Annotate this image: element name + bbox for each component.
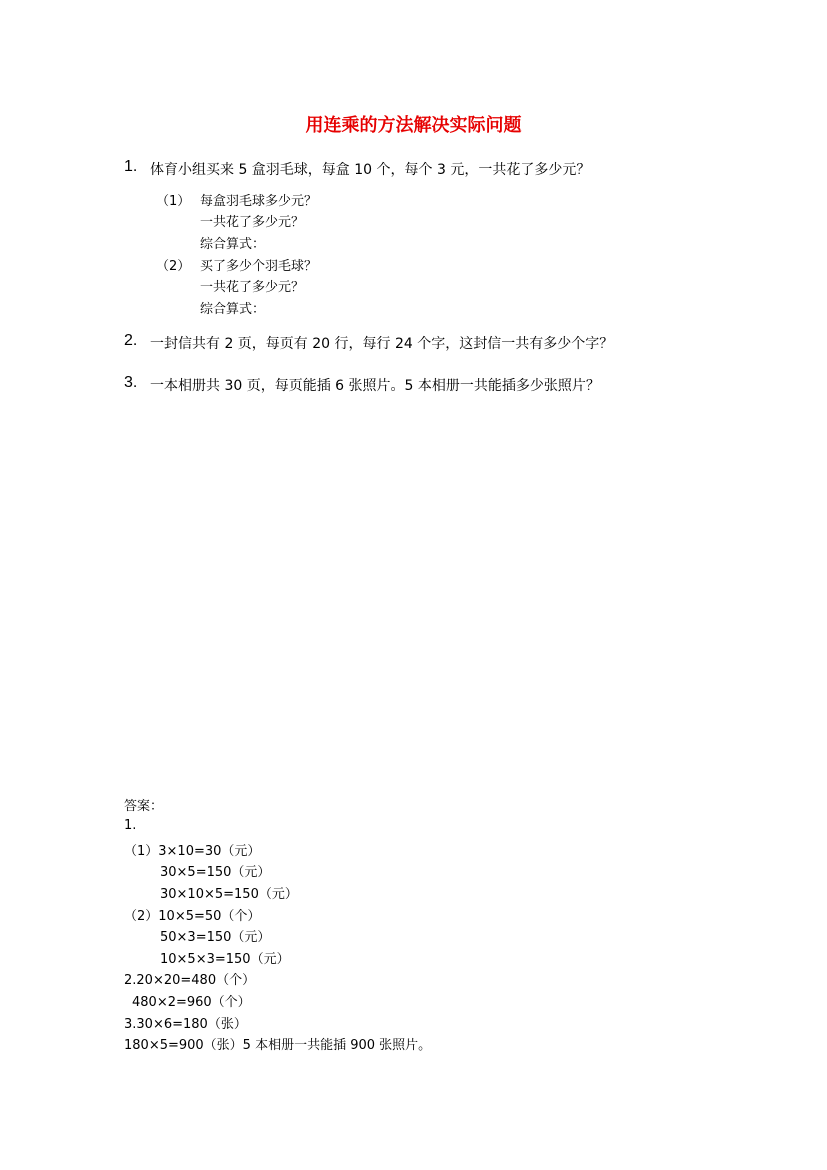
answer-line: （1）3×10=30（元） bbox=[124, 844, 261, 859]
answer-line: 180×5=900（张）5 本相册一共能插 900 张照片。 bbox=[124, 1038, 432, 1053]
page-title: 用连乘的方法解决实际问题 bbox=[305, 115, 522, 136]
question-number: 3. bbox=[124, 374, 138, 391]
question-number: 1. bbox=[124, 158, 138, 175]
answer-line: 30×5=150（元） bbox=[160, 865, 271, 880]
part-line: 综合算式： bbox=[200, 237, 266, 252]
part-line: 一共花了多少元？ bbox=[200, 215, 305, 230]
question-text: 一封信共有 2 页，每页有 20 行，每行 24 个字，这封信一共有多少个字？ bbox=[150, 336, 614, 352]
answer-heading: 答案： bbox=[124, 799, 164, 814]
question-text: 体育小组买来 5 盒羽毛球，每盒 10 个，每个 3 元，一共花了多少元？ bbox=[150, 162, 591, 178]
answer-line: 30×10×5=150（元） bbox=[160, 887, 298, 902]
part-line: 一共花了多少元？ bbox=[200, 280, 305, 295]
answer-line: （2）10×5=50（个） bbox=[124, 909, 261, 924]
part-line: 每盒羽毛球多少元？ bbox=[200, 194, 318, 209]
question-text: 一本相册共 30 页，每页能插 6 张照片。5 本相册一共能插多少张照片？ bbox=[150, 378, 600, 394]
part-label: （2） bbox=[156, 259, 191, 274]
part-label: （1） bbox=[156, 194, 191, 209]
part-line: 综合算式： bbox=[200, 302, 266, 317]
answer-line: 50×3=150（元） bbox=[160, 930, 271, 945]
answer-line: 1. bbox=[124, 818, 137, 833]
answer-line: 480×2=960（个） bbox=[132, 995, 251, 1010]
answer-line: 10×5×3=150（元） bbox=[160, 952, 290, 967]
answer-line: 3.30×6=180（张） bbox=[124, 1017, 247, 1032]
part-line: 买了多少个羽毛球？ bbox=[200, 259, 318, 274]
question-number: 2. bbox=[124, 332, 138, 349]
answer-line: 2.20×20=480（个） bbox=[124, 973, 256, 988]
